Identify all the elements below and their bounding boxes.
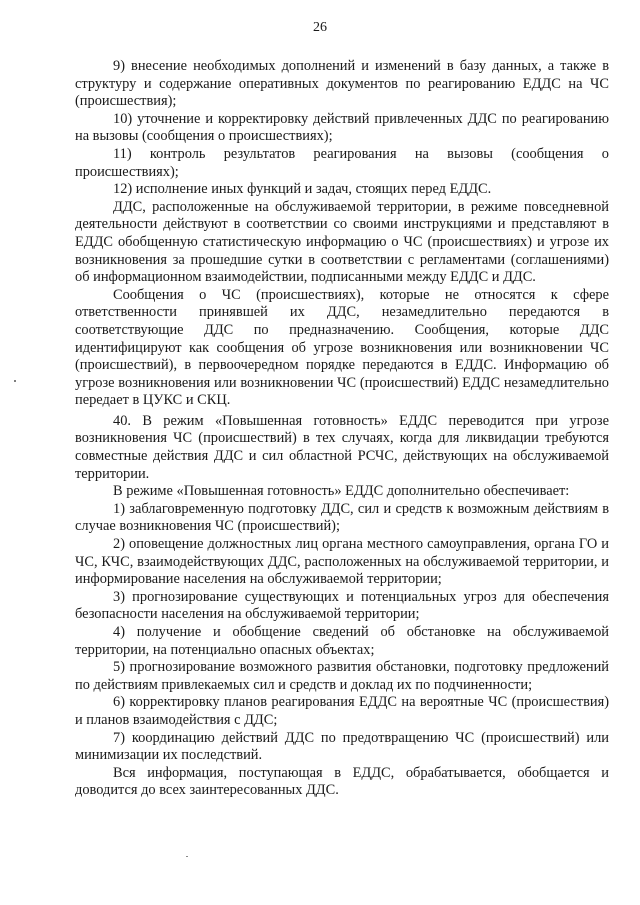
paragraph-dds-daily-mode: ДДС, расположенные на обслуживаемой территории, в режиме повседневной деятельности действуют в соответствии со своими инструкциями и представляют в ЕДДС обобщенную статистическую информацию о ЧС (происшествиях) и угрозе их возникновения за прошедшие сутки в соответствии с регламентами (соглашениями) об информационном взаимодействии, подписанными между ЕДДС и ДДС. <box>75 198 609 286</box>
paragraph-section-40: 40. В режим «Повышенная готовность» ЕДДС переводится при угрозе возникновения ЧС (происшествий) в тех случаях, когда для ликвидации требуются совместные действия ДДС и сил областной РСЧС, действующих на обслуживаемой территории. <box>75 412 609 482</box>
paragraph-readiness-item-7: 7) координацию действий ДДС по предотвращению ЧС (происшествий) или минимизации их последствий. <box>75 729 609 764</box>
paragraph-readiness-item-6: 6) корректировку планов реагирования ЕДДС на вероятные ЧС (происшествия) и планов взаимодействия с ДДС; <box>75 694 609 728</box>
paragraph-readiness-item-4: 4) получение и обобщение сведений об обстановке на обслуживаемой территории, на потенциально опасных объектах; <box>75 624 609 658</box>
paragraph-information-processing: Вся информация, поступающая в ЕДДС, обрабатывается, обобщается и доводится до всех заинтересованных ДДС. <box>75 764 609 799</box>
paragraph-item-11: 11) контроль результатов реагирования на вызовы (сообщения о происшествиях); <box>75 145 609 180</box>
paragraph-readiness-item-1: 1) заблаговременную подготовку ДДС, сил и средств к возможным действиям в случае возникновения ЧС (происшествий); <box>75 500 609 535</box>
paragraph-readiness-item-5: 5) прогнозирование возможного развития обстановки, подготовку предложений по действиям привлекаемых сил и средств и доклад их по подчиненности; <box>75 659 609 693</box>
paragraph-item-10: 10) уточнение и корректировку действий привлеченных ДДС по реагированию на вызовы (сообщения о происшествиях); <box>75 110 609 145</box>
scan-speck <box>14 380 16 382</box>
page-number: 26 <box>313 20 327 35</box>
scan-speck <box>186 856 188 857</box>
paragraph-readiness-item-3: 3) прогнозирование существующих и потенциальных угроз для обеспечения безопасности населения на обслуживаемой территории; <box>75 588 609 623</box>
paragraph-readiness-intro: В режиме «Повышенная готовность» ЕДДС дополнительно обеспечивает: <box>113 483 570 500</box>
paragraph-item-12: 12) исполнение иных функций и задач, стоящих перед ЕДДС. <box>113 181 492 198</box>
document-body <box>75 58 609 800</box>
paragraph-item-9: 9) внесение необходимых дополнений и изменений в базу данных, а также в структуру и содержание оперативных документов по реагированию ЕДДС на ЧС (происшествия); <box>75 58 609 110</box>
paragraph-readiness-item-2: 2) оповещение должностных лиц органа местного самоуправления, органа ГО и ЧС, КЧС, взаимодействующих ДДС, расположенных на обслуживаемой территории, и информирование населения на обслуживаемой территории; <box>75 536 609 588</box>
paragraph-incident-messages: Сообщения о ЧС (происшествиях), которые не относятся к сфере ответственности принявшей их ДДС, незамедлительно передаются в соответствующие ДДС по предназначению. Сообщения, которые ДДС идентифицируют как сообщения об угрозе возникновения или возникновении ЧС (происшествий), в первоочередном порядке передаются в ЕДДС. Информацию об угрозе возникновения или возникновении ЧС (происшествий) ЕДДС незамедлительно передает в ЦУКС и СКЦ. <box>75 286 609 409</box>
